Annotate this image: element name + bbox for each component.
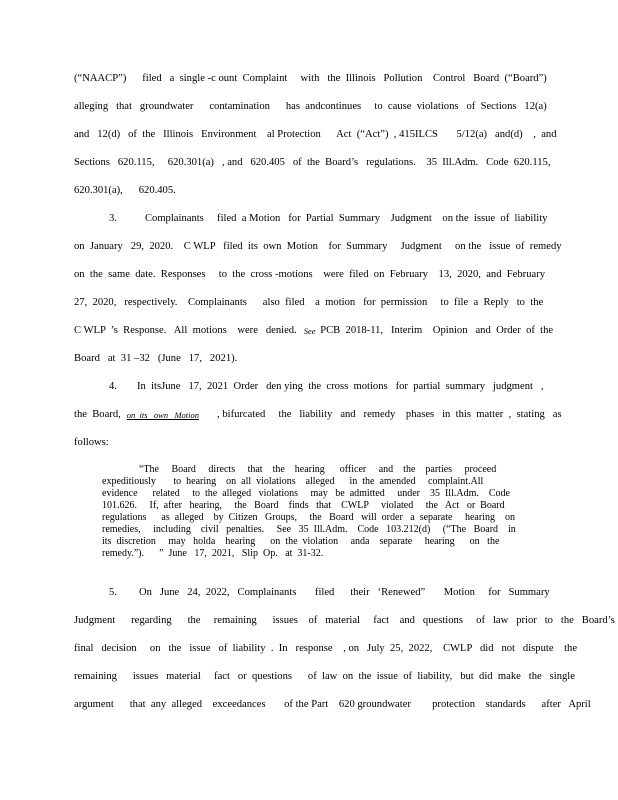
line-text: argument that any alleged exceedances of the Part 620 groundwater protection standards after April: [74, 699, 591, 710]
line-text: remedies, including civil penalties. See 35 Ill.Adm. Code 103.212(d) (“The Board in: [102, 524, 516, 535]
see-signal: See: [303, 326, 316, 336]
paragraph-number: 3.: [109, 213, 117, 224]
text-line: [74, 72, 547, 86]
line-text: follows:: [74, 437, 109, 448]
line-text: On June 24, 2022, Complainants filed their ‘Renewed” Motion for Summary: [138, 587, 550, 598]
line-text: regulations as alleged by Citizen Groups, the Board will order a separate hearing on: [102, 512, 515, 523]
line-text: “The Board directs that the hearing officer and the parties proceed: [139, 464, 497, 475]
line-text: on the same date. Responses to the cross -motions were filed on February 13, 2020, and February: [74, 269, 546, 280]
text-line: [74, 352, 542, 366]
line-text: remedy.”). ” June 17, 2021, Slip Op. at 31-32.: [102, 548, 324, 559]
paragraph-3-first-line: [74, 212, 548, 226]
text-line: [74, 240, 562, 254]
text-line: [74, 642, 578, 656]
line-text: PCB 2018-11, Interim Opinion and Order of the: [317, 325, 554, 336]
line-text: its discretion may holda hearing on the violation anda separate hearing on the: [102, 536, 500, 547]
quote-line: [102, 476, 507, 488]
line-text: final decision on the issue of liability . In response , on July 25, 2022, CWLP did not dispute the: [74, 643, 578, 654]
text-line: [74, 128, 557, 142]
quote-line: [102, 500, 507, 512]
text-line: [74, 670, 575, 684]
line-text: 620.301(a), 620.405.: [74, 185, 176, 196]
line-text: the Board,: [74, 409, 121, 420]
line-text: Board at 31 –32 (June 17, 2021).: [74, 353, 238, 364]
text-line: [74, 268, 546, 282]
quote-line: [102, 512, 515, 524]
text-line: [74, 408, 562, 422]
text-line: [74, 698, 591, 712]
text-line: [74, 156, 551, 170]
line-text: remaining issues material fact or questions of law on the issue of liability, but did make the single: [74, 671, 575, 682]
quote-line: [102, 524, 516, 536]
line-text: on January 29, 2020. C WLP filed its own Motion for Summary Judgment on the issue of remedy: [74, 241, 562, 252]
text-line: [74, 436, 542, 450]
line-text: 27, 2020, respectively. Complainants also filed a motion for permission to file a Reply to the: [74, 297, 544, 308]
line-text: expeditiously to hearing on all violations alleged in the amended complaint.All: [102, 476, 484, 487]
line-text: C WLP ’s Response. All motions were denied.: [74, 325, 297, 336]
line-text: evidence related to the alleged violations may be admitted under 35 Ill.Adm. Code: [102, 488, 510, 499]
own-motion-phrase: on its own Motion: [126, 410, 200, 420]
line-text: , bifurcated the liability and remedy phases in this matter , stating as: [217, 409, 562, 420]
quote-line: [102, 488, 510, 500]
paragraph-4-first-line: [74, 380, 542, 394]
line-text: Judgment regarding the remaining issues of material fact and questions of law prior to the Board’s: [74, 615, 615, 626]
text-line: [74, 614, 615, 628]
quote-line: [102, 536, 507, 548]
quote-line: [102, 464, 507, 476]
paragraph-5-first-line: [74, 586, 550, 600]
paragraph-number: 5.: [109, 587, 117, 598]
text-line: [74, 184, 542, 198]
line-text: In itsJune 17, 2021 Order den ying the cross motions for partial summary judgment ,: [136, 381, 544, 392]
text-line: [74, 100, 547, 114]
paragraph-number: 4.: [109, 381, 117, 392]
text-line: [74, 324, 554, 338]
line-text: (“NAACP”) filed a single -c ount Complaint with the Illinois Pollution Control Board (“Board”): [74, 73, 547, 84]
quote-line: [102, 548, 507, 560]
line-text: and 12(d) of the Illinois Environment al Protection Act (“Act”) , 415ILCS 5/12(a) and(d) , and: [74, 129, 557, 140]
line-text: 101.626. If, after hearing, the Board finds that CWLP violated the Act or Board: [102, 500, 505, 511]
line-text: alleging that groundwater contamination has andcontinues to cause violations of Sections 12(a): [74, 101, 547, 112]
line-text: Sections 620.115, 620.301(a) , and 620.405 of the Board’s regulations. 35 Ill.Adm. Code 620.115,: [74, 157, 551, 168]
line-text: Complainants filed a Motion for Partial Summary Judgment on the issue of liability: [144, 213, 548, 224]
text-line: [74, 296, 542, 310]
